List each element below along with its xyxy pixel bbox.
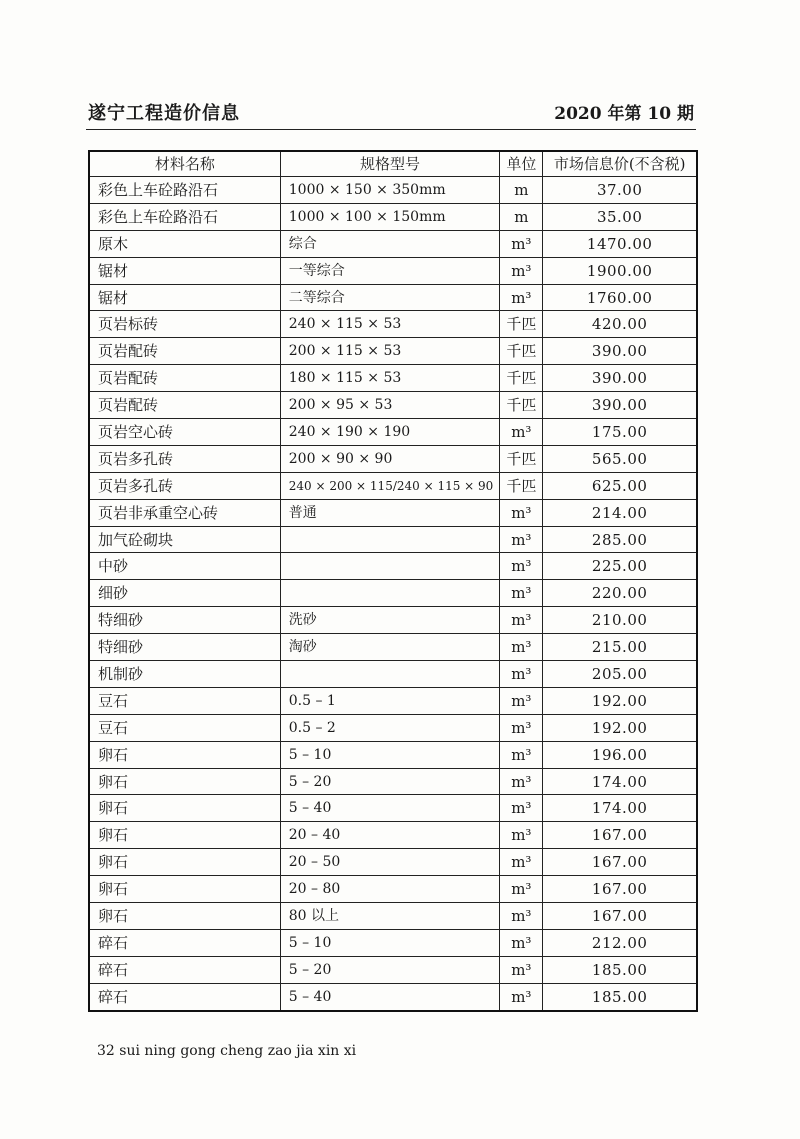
page-footer: 32 sui ning gong cheng zao jia xin xi [97,1043,357,1059]
material-name-cell: 中砂 [89,553,280,580]
material-name-cell: 卵石 [89,822,280,849]
material-name-cell: 卵石 [89,849,280,876]
material-name-cell: 机制砂 [89,661,280,688]
unit-cell: m [500,203,543,230]
unit-cell: m³ [500,661,543,688]
spec-cell: 200 × 95 × 53 [280,392,500,419]
price-cell: 420.00 [543,311,697,338]
price-cell: 390.00 [543,365,697,392]
material-name-cell: 卵石 [89,768,280,795]
material-name-cell: 碎石 [89,983,280,1010]
material-name-cell: 加气砼砌块 [89,526,280,553]
unit-cell: m³ [500,419,543,446]
material-name-cell: 细砂 [89,580,280,607]
table-row [89,876,697,903]
table-row [89,903,697,930]
publication-title: 遂宁工程造价信息 [88,103,240,124]
spec-cell: 20 – 50 [280,849,500,876]
price-cell: 1470.00 [543,230,697,257]
price-cell: 1900.00 [543,257,697,284]
spec-cell: 5 – 10 [280,741,500,768]
material-name-cell: 锯材 [89,284,280,311]
spec-cell: 200 × 115 × 53 [280,338,500,365]
unit-cell: m³ [500,956,543,983]
material-name-cell: 彩色上车砼路沿石 [89,203,280,230]
unit-cell: m³ [500,687,543,714]
price-cell: 565.00 [543,445,697,472]
material-name-cell: 页岩非承重空心砖 [89,499,280,526]
material-name-cell: 页岩配砖 [89,365,280,392]
material-name-cell: 页岩配砖 [89,338,280,365]
price-cell: 390.00 [543,392,697,419]
price-cell: 167.00 [543,849,697,876]
unit-cell: m³ [500,526,543,553]
unit-cell: 千匹 [500,365,543,392]
column-header-spec: 规格型号 [280,151,500,177]
column-header-unit: 单位 [500,151,543,177]
spec-cell: 二等综合 [280,284,500,311]
material-name-cell: 碎石 [89,929,280,956]
table-row [89,580,697,607]
table-row [89,230,697,257]
material-name-cell: 页岩空心砖 [89,419,280,446]
spec-cell: 洗砂 [280,607,500,634]
issue-number: 2020 年第 10 期 [554,104,694,124]
price-cell: 175.00 [543,419,697,446]
spec-cell: 240 × 115 × 53 [280,311,500,338]
price-cell: 185.00 [543,956,697,983]
spec-cell: 20 – 40 [280,822,500,849]
spec-cell [280,661,500,688]
table-row [89,849,697,876]
table-body [89,177,697,1011]
material-price-table [88,150,698,1012]
price-cell: 167.00 [543,903,697,930]
spec-cell: 一等综合 [280,257,500,284]
unit-cell: m³ [500,849,543,876]
spec-cell: 240 × 190 × 190 [280,419,500,446]
price-cell: 35.00 [543,203,697,230]
table-row [89,822,697,849]
price-cell: 167.00 [543,822,697,849]
price-cell: 215.00 [543,634,697,661]
spec-cell: 5 – 20 [280,768,500,795]
unit-cell: m³ [500,768,543,795]
price-cell: 167.00 [543,876,697,903]
table-row [89,338,697,365]
spec-cell [280,526,500,553]
unit-cell: m³ [500,499,543,526]
unit-cell: m³ [500,607,543,634]
material-name-cell: 页岩配砖 [89,392,280,419]
material-name-cell: 豆石 [89,714,280,741]
unit-cell: m³ [500,929,543,956]
unit-cell: m³ [500,284,543,311]
table-row [89,983,697,1010]
spec-cell: 普通 [280,499,500,526]
table-row [89,795,697,822]
unit-cell: 千匹 [500,392,543,419]
spec-cell: 综合 [280,230,500,257]
table-row [89,929,697,956]
unit-cell: 千匹 [500,472,543,499]
table-row [89,714,697,741]
price-cell: 205.00 [543,661,697,688]
spec-cell: 0.5 – 2 [280,714,500,741]
price-cell: 225.00 [543,553,697,580]
table-row [89,499,697,526]
spec-cell: 5 – 20 [280,956,500,983]
unit-cell: m³ [500,714,543,741]
material-name-cell: 特细砂 [89,634,280,661]
unit-cell: m³ [500,983,543,1010]
table-row [89,526,697,553]
price-cell: 192.00 [543,687,697,714]
table-row [89,607,697,634]
price-cell: 196.00 [543,741,697,768]
header-divider [86,129,696,130]
table-row [89,445,697,472]
spec-cell: 1000 × 100 × 150mm [280,203,500,230]
price-cell: 174.00 [543,768,697,795]
material-name-cell: 卵石 [89,741,280,768]
price-cell: 192.00 [543,714,697,741]
unit-cell: m³ [500,580,543,607]
unit-cell: m³ [500,257,543,284]
table-row [89,257,697,284]
material-name-cell: 原木 [89,230,280,257]
unit-cell: m³ [500,230,543,257]
unit-cell: m³ [500,876,543,903]
column-header-name: 材料名称 [89,151,280,177]
material-name-cell: 页岩标砖 [89,311,280,338]
spec-cell: 240 × 200 × 115/240 × 115 × 90 [280,472,500,499]
table-row [89,956,697,983]
material-name-cell: 特细砂 [89,607,280,634]
price-cell: 220.00 [543,580,697,607]
unit-cell: 千匹 [500,311,543,338]
table-row [89,553,697,580]
table-row [89,419,697,446]
spec-cell: 80 以上 [280,903,500,930]
material-name-cell: 豆石 [89,687,280,714]
table-row [89,203,697,230]
table-row [89,634,697,661]
table-header-row [89,151,697,177]
table-row [89,472,697,499]
spec-cell: 20 – 80 [280,876,500,903]
spec-cell [280,553,500,580]
table-row [89,177,697,204]
price-cell: 1760.00 [543,284,697,311]
unit-cell: m³ [500,795,543,822]
unit-cell: m³ [500,903,543,930]
table-row [89,392,697,419]
price-cell: 185.00 [543,983,697,1010]
spec-cell: 180 × 115 × 53 [280,365,500,392]
table-row [89,687,697,714]
spec-cell: 200 × 90 × 90 [280,445,500,472]
unit-cell: m [500,177,543,204]
price-cell: 37.00 [543,177,697,204]
spec-cell: 5 – 40 [280,795,500,822]
price-cell: 390.00 [543,338,697,365]
table-row [89,284,697,311]
spec-cell: 0.5 – 1 [280,687,500,714]
material-name-cell: 页岩多孔砖 [89,472,280,499]
price-cell: 212.00 [543,929,697,956]
spec-cell: 淘砂 [280,634,500,661]
price-cell: 210.00 [543,607,697,634]
price-cell: 285.00 [543,526,697,553]
table-row [89,661,697,688]
unit-cell: 千匹 [500,445,543,472]
price-cell: 174.00 [543,795,697,822]
material-name-cell: 卵石 [89,876,280,903]
spec-cell [280,580,500,607]
material-name-cell: 页岩多孔砖 [89,445,280,472]
price-cell: 214.00 [543,499,697,526]
table-row [89,311,697,338]
material-name-cell: 锯材 [89,257,280,284]
column-header-price: 市场信息价(不含税) [543,151,697,177]
unit-cell: m³ [500,741,543,768]
table-row [89,741,697,768]
material-name-cell: 彩色上车砼路沿石 [89,177,280,204]
material-name-cell: 卵石 [89,903,280,930]
unit-cell: m³ [500,822,543,849]
spec-cell: 1000 × 150 × 350mm [280,177,500,204]
unit-cell: m³ [500,553,543,580]
unit-cell: 千匹 [500,338,543,365]
material-name-cell: 卵石 [89,795,280,822]
unit-cell: m³ [500,634,543,661]
table-row [89,768,697,795]
table-row [89,365,697,392]
spec-cell: 5 – 10 [280,929,500,956]
spec-cell: 5 – 40 [280,983,500,1010]
material-name-cell: 碎石 [89,956,280,983]
price-cell: 625.00 [543,472,697,499]
